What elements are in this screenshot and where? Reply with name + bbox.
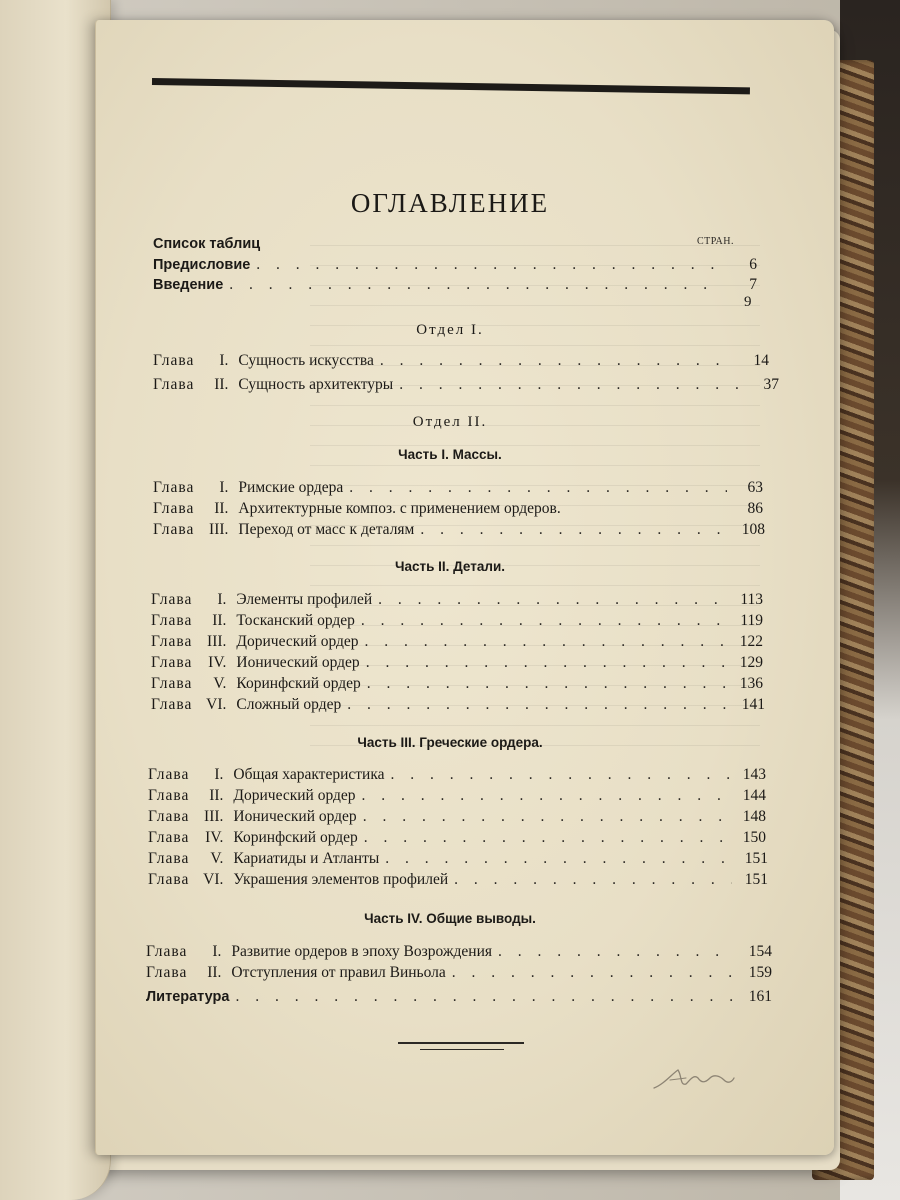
chapter-prefix: Глава bbox=[148, 766, 190, 783]
leader-dots bbox=[362, 787, 730, 805]
bottom-rule-thin bbox=[420, 1049, 504, 1050]
leader-dots bbox=[378, 591, 727, 609]
toc-chapter bbox=[153, 500, 763, 520]
chapter-title: Элементы профилей bbox=[236, 591, 373, 608]
chapter-title: Дорический ордер bbox=[233, 787, 356, 804]
chapter-page: 14 bbox=[753, 352, 769, 369]
chapter-number: III. bbox=[207, 633, 227, 650]
chapter-page: 159 bbox=[748, 964, 772, 981]
toc-chapter bbox=[151, 675, 763, 695]
chapter-prefix: Глава bbox=[151, 696, 193, 713]
toc-chapter bbox=[148, 871, 768, 891]
chapter-prefix: Глава bbox=[153, 479, 195, 496]
leader-dots bbox=[385, 850, 732, 868]
toc-chapter bbox=[151, 696, 765, 716]
leader-dots bbox=[380, 352, 733, 370]
chapter-number: II. bbox=[214, 500, 229, 517]
toc-chapter bbox=[151, 612, 763, 632]
chapter-number: III. bbox=[209, 521, 229, 538]
chapter-page: 151 bbox=[744, 850, 768, 867]
toc-chapter bbox=[148, 808, 766, 828]
chapter-prefix: Глава bbox=[148, 829, 190, 846]
chapter-page: 141 bbox=[741, 696, 765, 713]
chapter-prefix: Глава bbox=[151, 591, 193, 608]
chapter-number: I. bbox=[219, 352, 229, 369]
chapter-title: Сущность искусства bbox=[238, 352, 374, 369]
leader-dots bbox=[454, 871, 732, 889]
chapter-number: III. bbox=[204, 808, 224, 825]
chapter-page: 122 bbox=[739, 633, 763, 650]
chapter-prefix: Глава bbox=[148, 850, 190, 867]
entry-page: 161 bbox=[748, 988, 772, 1005]
leader-dots bbox=[349, 479, 727, 497]
leader-dots bbox=[363, 808, 730, 826]
section-heading: Отдел II. bbox=[412, 414, 488, 430]
chapter-prefix: Глава bbox=[153, 500, 195, 517]
chapter-title: Развитие ордеров в эпоху Возрождения bbox=[231, 943, 493, 960]
chapter-page: 150 bbox=[742, 829, 766, 846]
leader-dots bbox=[399, 376, 743, 394]
entry-page-introduction: 9 bbox=[744, 294, 752, 310]
chapter-number: II. bbox=[207, 964, 222, 981]
chapter-page: 143 bbox=[742, 766, 766, 783]
leader-dots bbox=[235, 988, 736, 1006]
toc-entry-list-of-tables bbox=[153, 236, 333, 256]
chapter-page: 119 bbox=[740, 612, 763, 629]
chapter-number: V. bbox=[210, 850, 224, 867]
chapter-number: II. bbox=[209, 787, 224, 804]
chapter-title: Ионический ордер bbox=[236, 654, 360, 671]
entry-label: Список таблиц bbox=[153, 236, 261, 252]
leader-dots bbox=[391, 766, 730, 784]
chapter-prefix: Глава bbox=[153, 376, 195, 393]
chapter-prefix: Глава bbox=[151, 633, 193, 650]
part-heading: Часть III. Греческие ордера. bbox=[357, 735, 543, 750]
leader-dots bbox=[366, 654, 727, 672]
chapter-page: 129 bbox=[739, 654, 763, 671]
toc-chapter bbox=[148, 787, 766, 807]
leader-dots bbox=[347, 696, 729, 714]
leader-dots bbox=[420, 521, 729, 539]
chapter-title: Сложный ордер bbox=[236, 696, 342, 713]
toc-entry-introduction bbox=[153, 276, 757, 296]
toc-entry-literature bbox=[146, 988, 772, 1008]
leader-dots bbox=[367, 675, 727, 693]
chapter-title: Римские ордера bbox=[238, 479, 344, 496]
chapter-page: 37 bbox=[763, 376, 779, 393]
toc-chapter bbox=[153, 521, 765, 541]
chapter-title: Дорический ордер bbox=[236, 633, 359, 650]
part-heading: Часть II. Детали. bbox=[394, 559, 506, 574]
chapter-number: I. bbox=[219, 479, 229, 496]
chapter-page: 108 bbox=[741, 521, 765, 538]
page-column-label: СТРАН. bbox=[697, 236, 735, 247]
part-heading: Часть I. Массы. bbox=[398, 447, 502, 462]
page-title: ОГЛАВЛЕНИЕ bbox=[350, 188, 550, 218]
toc-chapter bbox=[153, 352, 769, 372]
chapter-title: Общая характеристика bbox=[233, 766, 385, 783]
chapter-title: Украшения элементов профилей bbox=[233, 871, 449, 888]
chapter-page: 113 bbox=[740, 591, 763, 608]
toc-chapter bbox=[151, 654, 763, 674]
chapter-number: VI. bbox=[206, 696, 227, 713]
chapter-title: Кариатиды и Атланты bbox=[233, 850, 380, 867]
toc-chapter bbox=[153, 376, 779, 396]
chapter-prefix: Глава bbox=[153, 352, 195, 369]
chapter-number: I. bbox=[212, 943, 222, 960]
entry-page: 6 bbox=[749, 256, 757, 273]
leader-dots bbox=[452, 964, 736, 982]
chapter-prefix: Глава bbox=[151, 675, 193, 692]
entry-label: Предисловие bbox=[153, 257, 251, 273]
leader-dots bbox=[365, 633, 727, 651]
leader-dots bbox=[364, 829, 730, 847]
chapter-number: I. bbox=[214, 766, 224, 783]
leader-dots bbox=[256, 256, 721, 274]
chapter-page: 151 bbox=[744, 871, 768, 888]
bottom-rule bbox=[398, 1042, 524, 1044]
toc-entry-preface bbox=[153, 256, 757, 276]
chapter-prefix: Глава bbox=[146, 943, 188, 960]
chapter-title: Тосканский ордер bbox=[236, 612, 355, 629]
section-heading: Отдел I. bbox=[416, 322, 484, 338]
toc-chapter bbox=[148, 829, 766, 849]
chapter-title: Переход от масс к деталям bbox=[238, 521, 415, 538]
chapter-number: VI. bbox=[203, 871, 224, 888]
chapter-number: IV. bbox=[205, 829, 224, 846]
chapter-page: 86 bbox=[747, 500, 763, 517]
chapter-page: 154 bbox=[748, 943, 772, 960]
chapter-number: II. bbox=[214, 376, 229, 393]
toc-chapter bbox=[151, 591, 763, 611]
pencil-signature-icon bbox=[652, 1064, 736, 1094]
chapter-prefix: Глава bbox=[148, 871, 190, 888]
chapter-title: Ионический ордер bbox=[233, 808, 357, 825]
chapter-prefix: Глава bbox=[146, 964, 188, 981]
toc-chapter bbox=[146, 964, 772, 984]
chapter-prefix: Глава bbox=[153, 521, 195, 538]
toc-chapter bbox=[153, 479, 763, 499]
chapter-prefix: Глава bbox=[148, 808, 190, 825]
chapter-title: Архитектурные композ. с применением ордеров. bbox=[238, 500, 561, 517]
chapter-page: 148 bbox=[742, 808, 766, 825]
chapter-number: II. bbox=[212, 612, 227, 629]
chapter-title: Сущность архитектуры bbox=[238, 376, 394, 393]
toc-chapter bbox=[151, 633, 763, 653]
chapter-page: 136 bbox=[739, 675, 763, 692]
leader-dots bbox=[361, 612, 727, 630]
chapter-number: V. bbox=[213, 675, 227, 692]
entry-page: 7 bbox=[749, 276, 757, 293]
chapter-title: Коринфский ордер bbox=[236, 675, 361, 692]
leader-dots bbox=[498, 943, 736, 961]
toc-chapter bbox=[146, 943, 772, 963]
part-heading: Часть IV. Общие выводы. bbox=[364, 911, 536, 926]
toc-chapter bbox=[148, 850, 768, 870]
chapter-prefix: Глава bbox=[151, 654, 193, 671]
chapter-prefix: Глава bbox=[148, 787, 190, 804]
chapter-page: 144 bbox=[742, 787, 766, 804]
chapter-prefix: Глава bbox=[151, 612, 193, 629]
entry-label: Литература bbox=[146, 989, 230, 1005]
entry-label: Введение bbox=[153, 277, 224, 293]
chapter-page: 63 bbox=[747, 479, 763, 496]
leader-dots bbox=[229, 276, 721, 294]
chapter-title: Отступления от правил Виньола bbox=[231, 964, 446, 981]
chapter-number: IV. bbox=[208, 654, 227, 671]
chapter-number: I. bbox=[217, 591, 227, 608]
chapter-title: Коринфский ордер bbox=[233, 829, 358, 846]
toc-chapter bbox=[148, 766, 766, 786]
